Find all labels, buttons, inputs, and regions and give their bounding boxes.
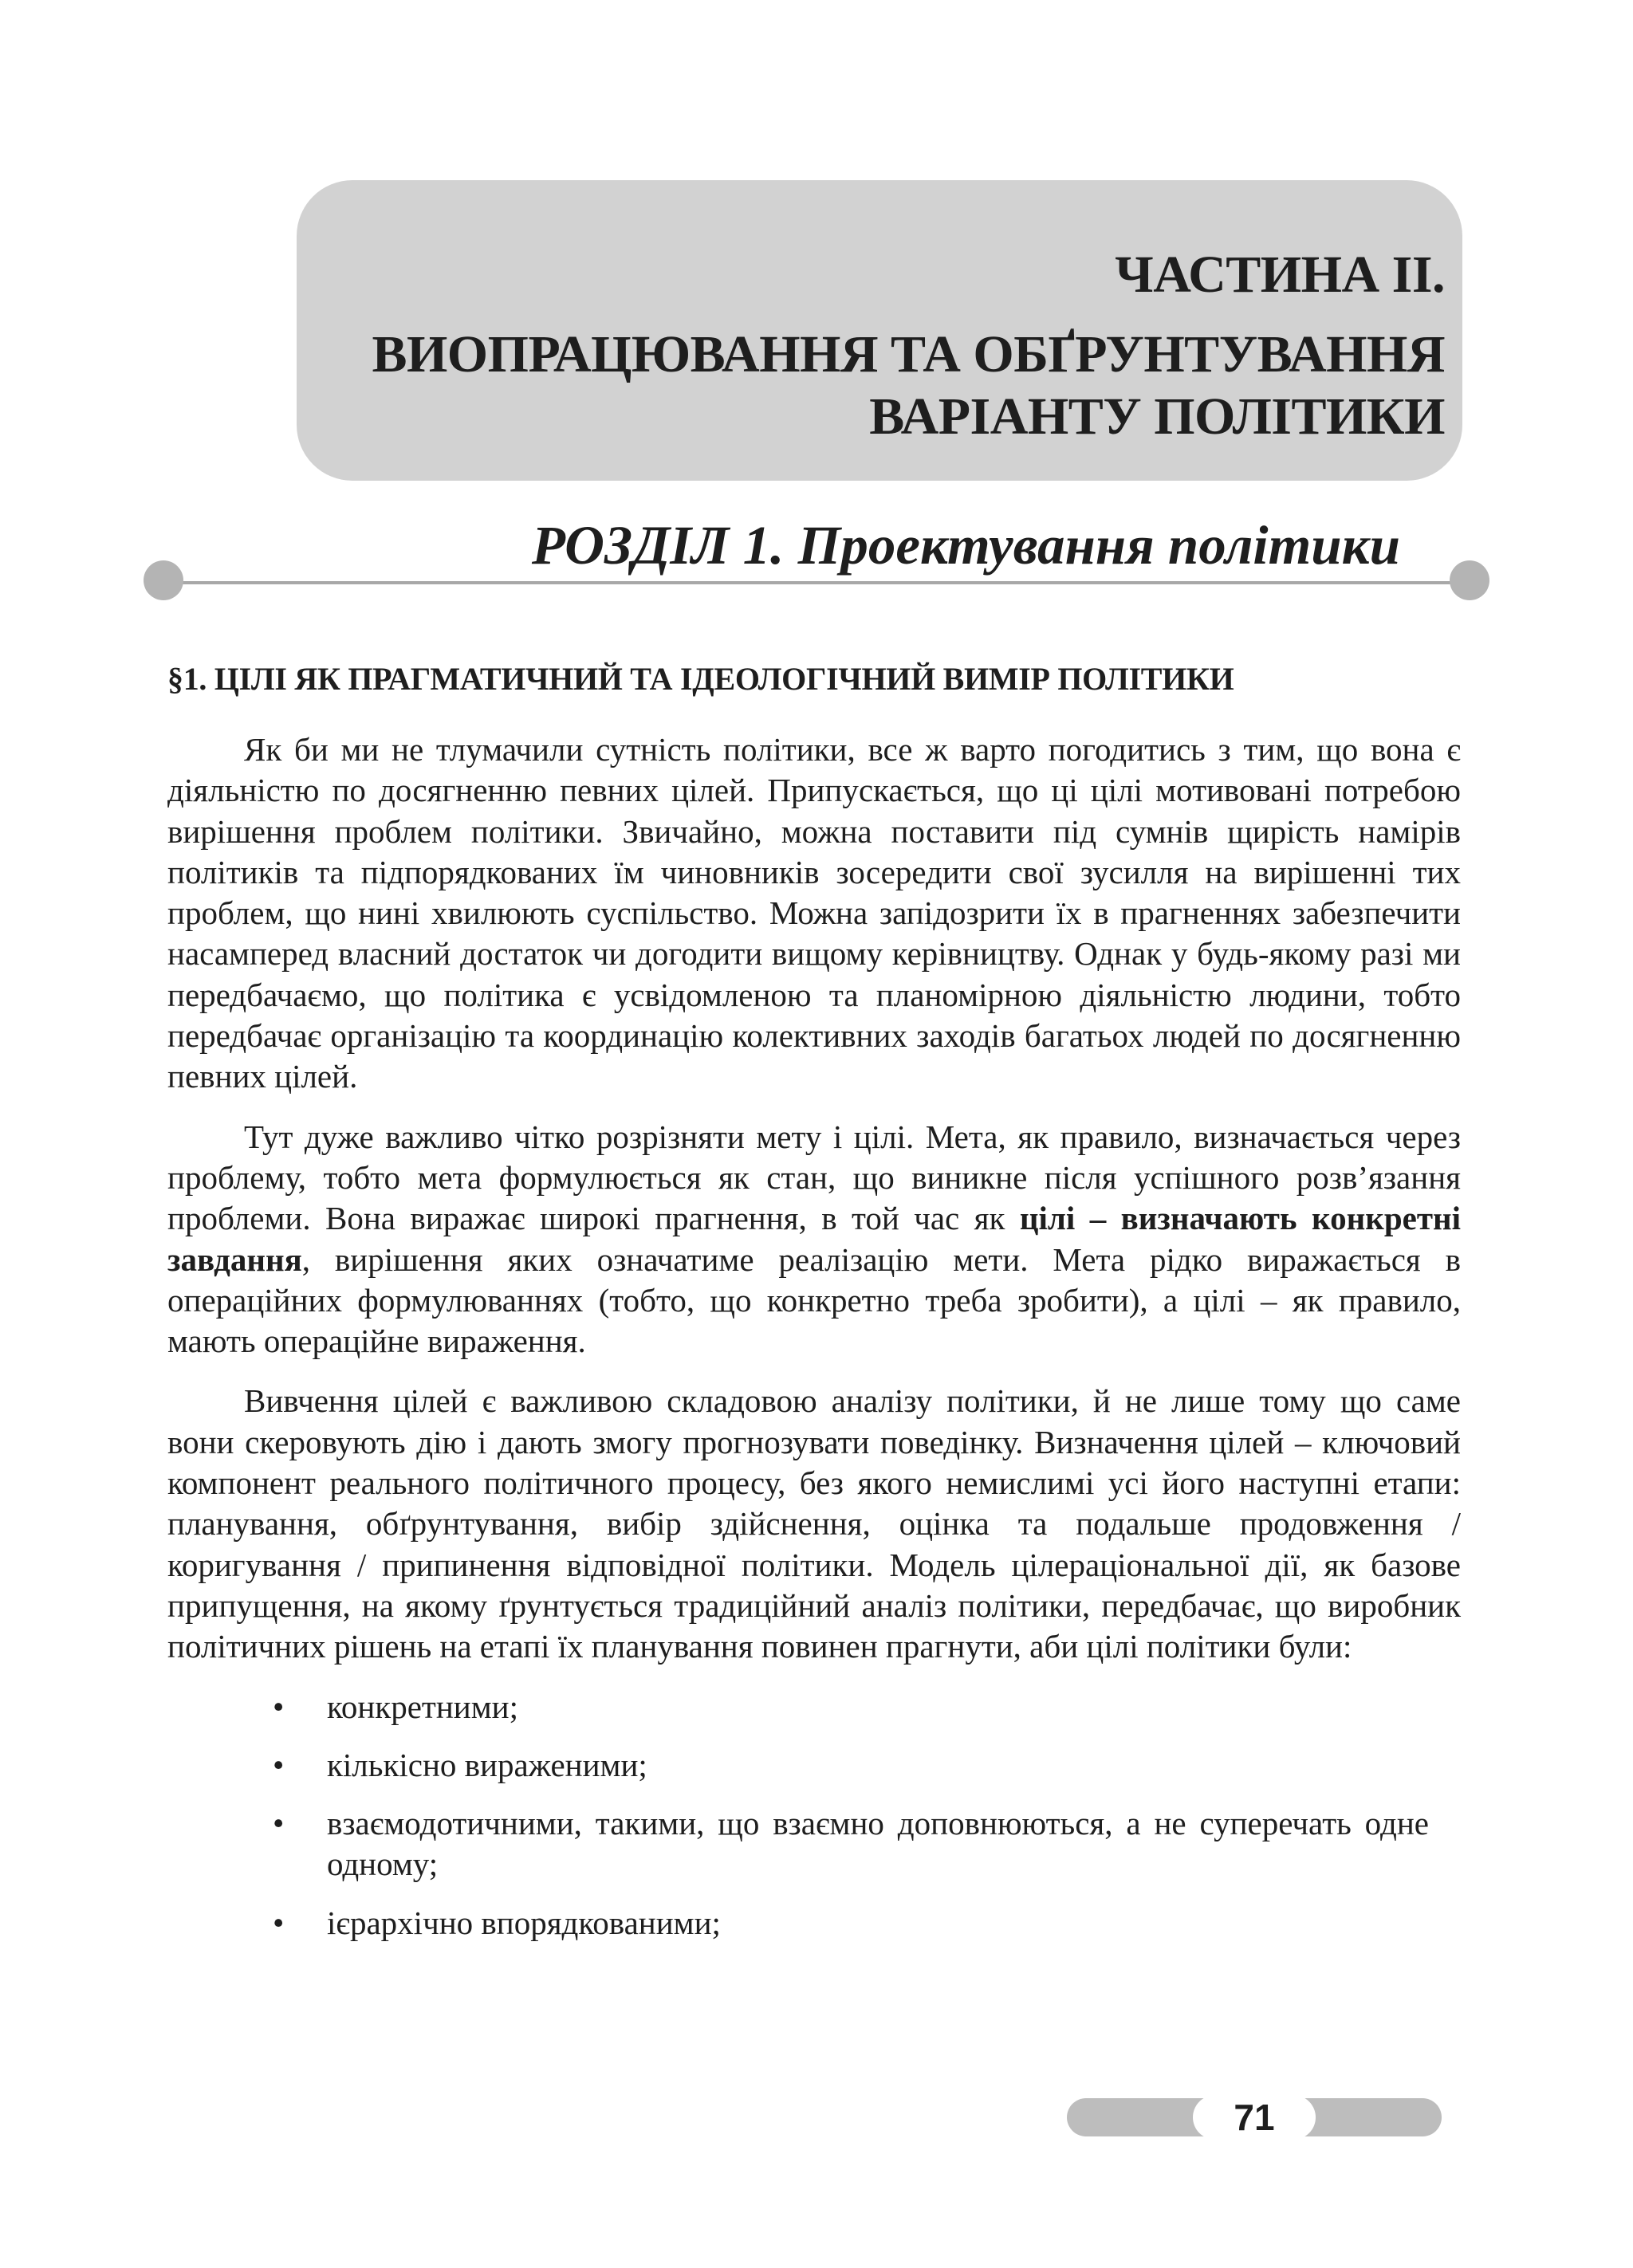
- paragraph-2-text-end: , вирішення яких означатиме реалізацію мети. Мета рідко виражається в операційних формулюваннях (тобто, що конкретно треба зробити), а цілі – як правило, мають операційне вираження.: [167, 1240, 1461, 1360]
- list-item: [167, 1687, 1461, 1728]
- section-title: РОЗДІЛ 1. Проектування політики: [531, 515, 1400, 576]
- divider-dot-left-icon: [144, 560, 183, 600]
- paragraph-2: [167, 1117, 1461, 1362]
- page-number-bar-left: [1067, 2098, 1206, 2136]
- divider-line: [164, 581, 1469, 584]
- section-divider: [144, 568, 1489, 588]
- part-title-line3: ВАРІАНТУ ПОЛІТИКИ: [869, 387, 1445, 446]
- paragraph-1: Як би ми не тлумачили сутність політики, все ж варто погодитись з тим, що вона є діяльністю по досягненню певних цілей. Припускається, що ці цілі мотивовані потребою вирішення проблем політики. Звичайно, можна поставити під сумнів щирість намірів політиків та підпорядкованих їм чиновників зосередити свої зусилля на вирішенні тих проблем, що нині хвилюють суспільство. Можна запідозрити їх в прагненнях забезпечити насамперед власний достаток чи догодити вищому керівництву. Однак у будь-якому разі ми передбачаємо, що політика є усвідомленою та планомірною діяльністю людини, тобто передбачає організацію та координацію колективних заходів багатьох людей по досягненню певних цілей.: [167, 731, 1461, 1095]
- page-number-footer: [1067, 2095, 1442, 2140]
- list-item-text: конкретними;: [327, 1688, 518, 1725]
- page-number: 71: [1234, 2097, 1275, 2138]
- bullet-icon: •: [273, 1805, 285, 1842]
- bullet-icon: •: [273, 1688, 285, 1725]
- paragraph-3: Вивчення цілей є важливою складовою аналізу політики, й не лише тому що саме вони скеровують дію і дають змогу прогнозувати поведінку. Визначення цілей – ключовий компонент реального політичного процесу, без якого немислимі усі його наступні етапи: планування, обґрунтування, вибір здійснення, оцінка та подальше продовження / коригування / припинення відповідної політики. Модель цілераціональної дії, як базове припущення, на якому ґрунтується традиційний аналіз політики, передбачає, що виробник політичних рішень на етапі їх планування повинен прагнути, аби цілі політики були:: [167, 1382, 1461, 1665]
- paragraph-2-text-start: Тут дуже важливо чітко розрізняти мету і цілі. Мета, як правило, визначається через проблему, тобто мета формулюється як стан, що виникне після успішного розв’язання проблеми. Вона виражає широкі прагнення, в той час як: [167, 1118, 1461, 1237]
- list-item: [167, 1803, 1461, 1885]
- part-title-line2: ВИОПРАЦЮВАННЯ ТА ОБҐРУНТУВАННЯ: [372, 325, 1445, 383]
- bullet-icon: •: [273, 1746, 285, 1783]
- list-item-text: кількісно вираженими;: [327, 1746, 647, 1783]
- list-item: [167, 1903, 1461, 1944]
- list-item-text: взаємодотичними, такими, що взаємно доповнюються, а не суперечать одне одному;: [327, 1805, 1429, 1883]
- list-item: [167, 1745, 1461, 1786]
- bullet-icon: •: [273, 1904, 285, 1941]
- goals-list: [167, 1687, 1461, 1944]
- body-text: [167, 729, 1461, 1961]
- part-title-line1: ЧАСТИНА ІІ.: [1115, 246, 1445, 304]
- paragraph-2-emphasis: цілі – визначають конкретні завдання: [167, 1200, 1461, 1278]
- divider-dot-right-icon: [1450, 560, 1489, 600]
- list-item-text: ієрархічно впорядкованими;: [327, 1904, 721, 1941]
- page-number-bar-right: [1302, 2098, 1442, 2136]
- paragraph-heading: §1. ЦІЛІ ЯК ПРАГМАТИЧНИЙ ТА ІДЕОЛОГІЧНИЙ ВИМІР ПОЛІТИКИ: [167, 661, 1234, 697]
